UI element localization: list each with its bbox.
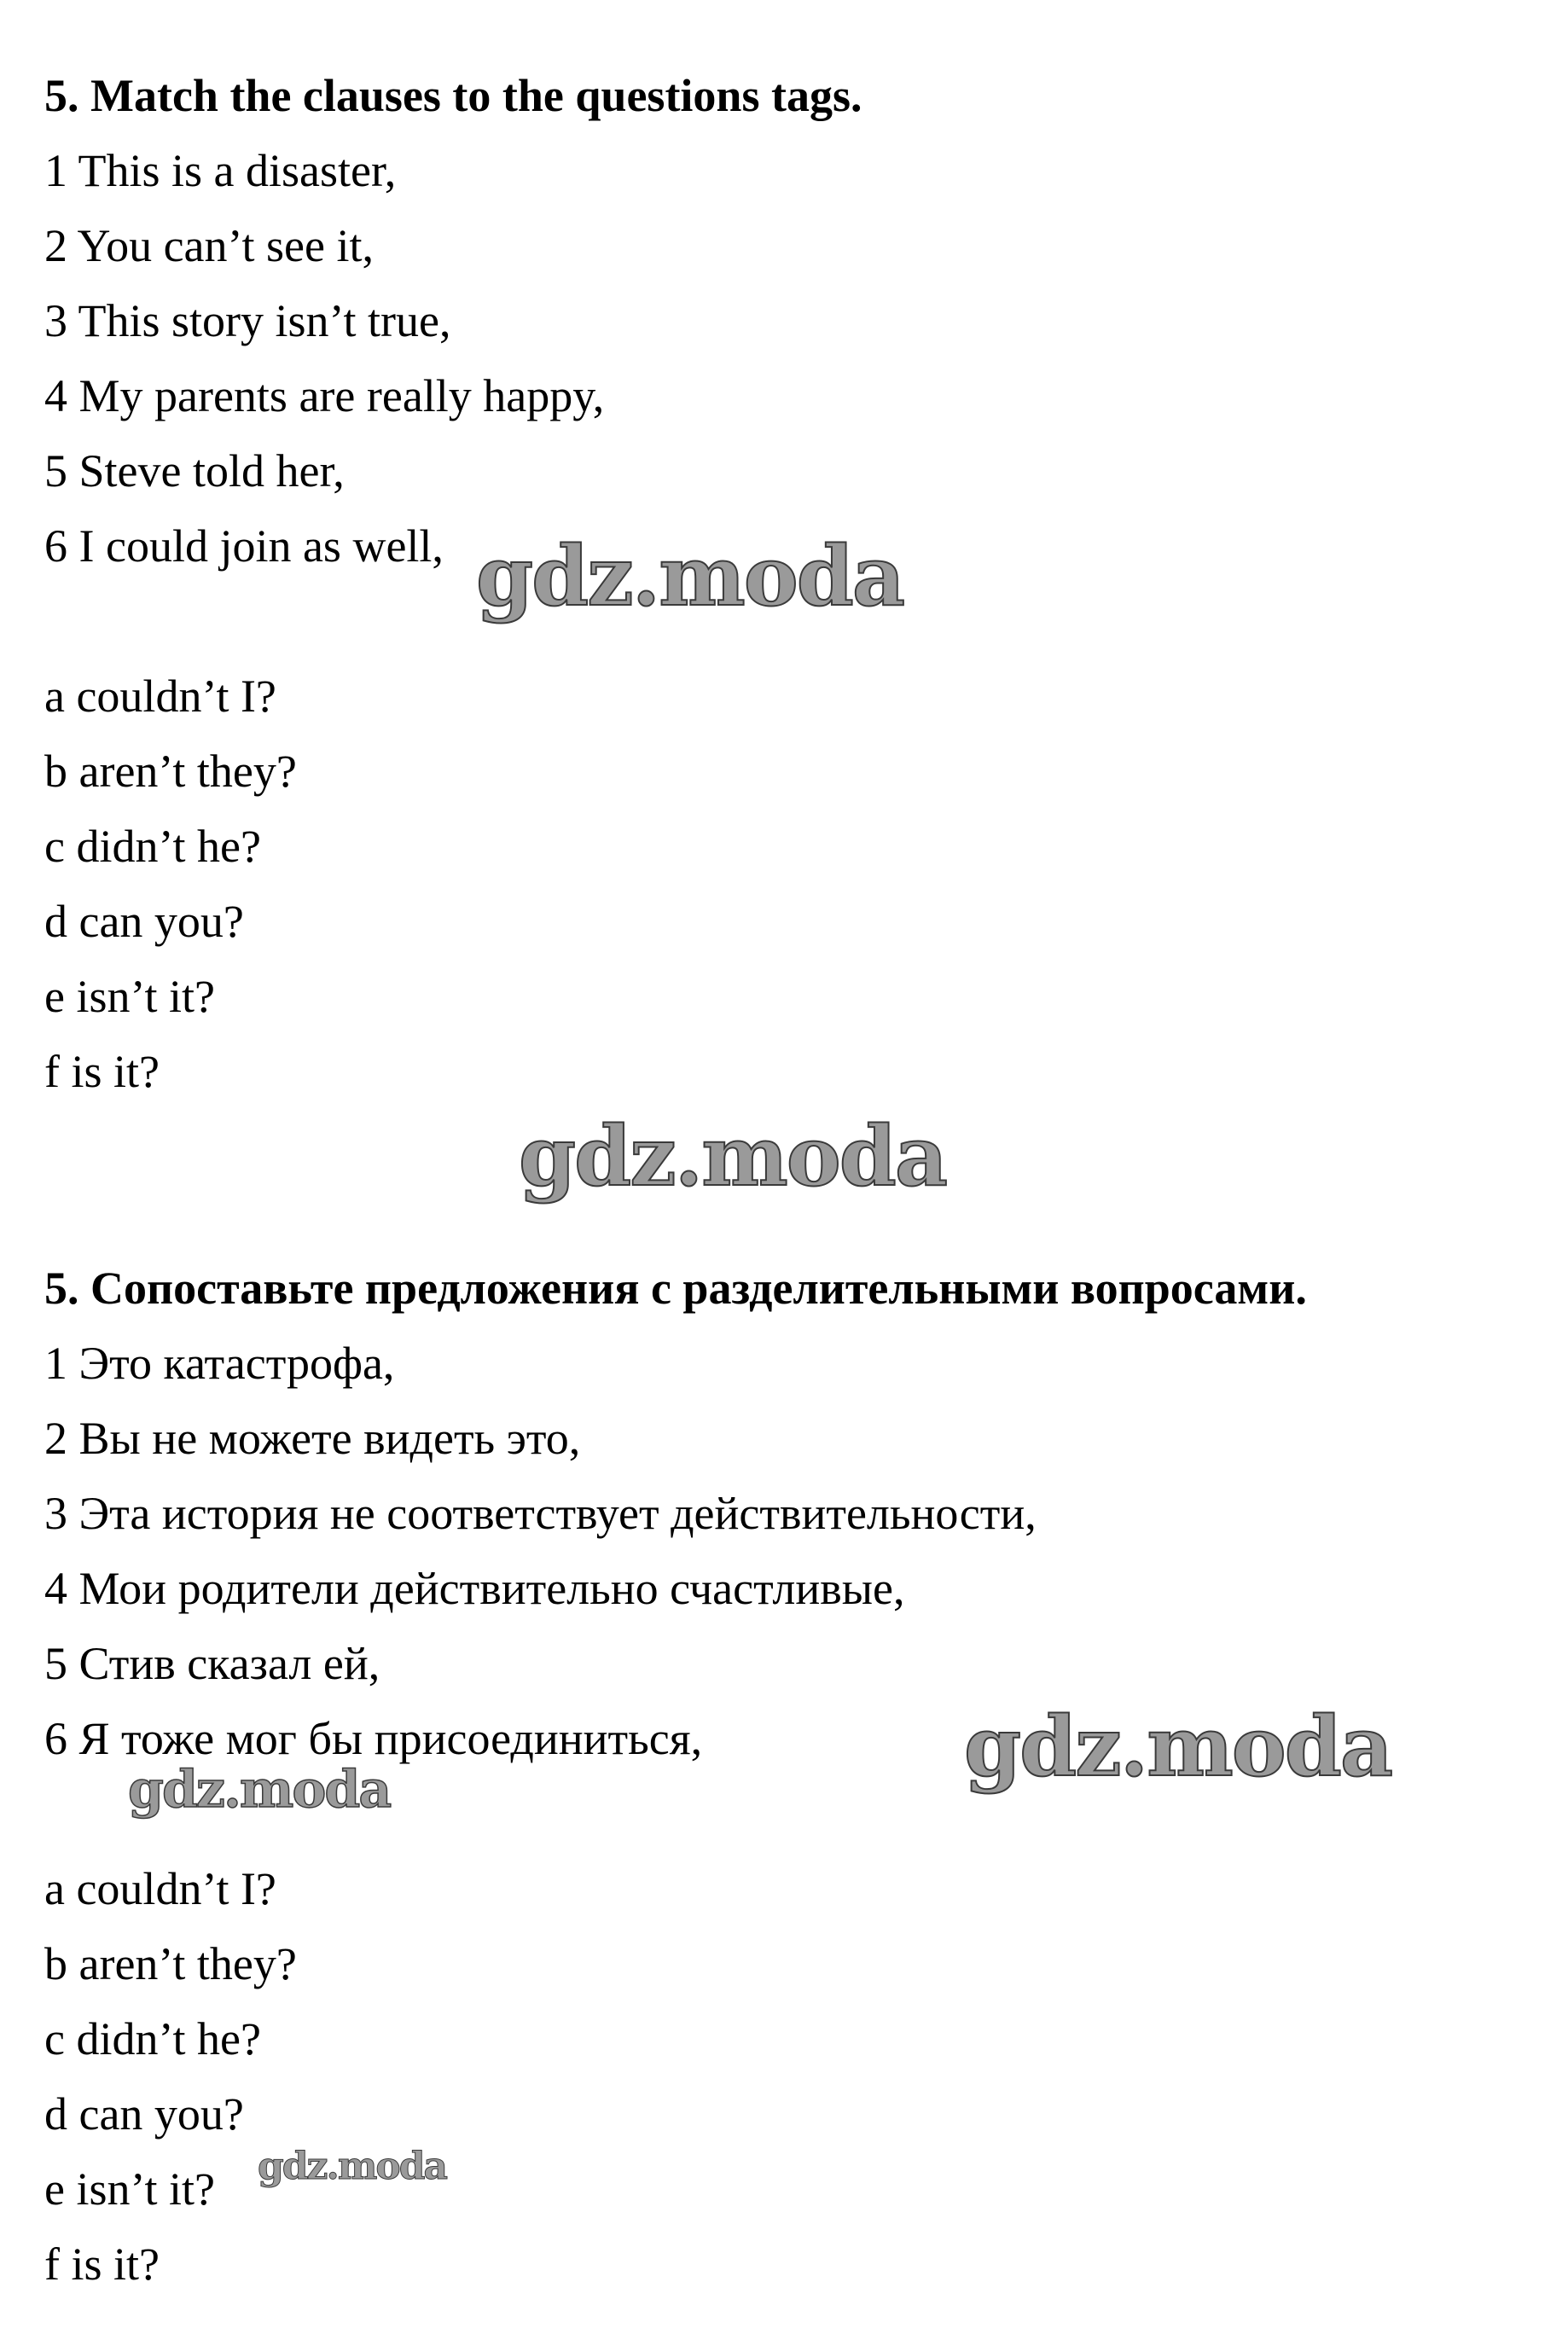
- russian-tag-d: d can you?: [44, 2088, 244, 2140]
- russian-heading: 5. Сопоставьте предложения с разделительными вопросами.: [44, 1263, 1307, 1314]
- watermark-logo: gdz.moda: [128, 1760, 391, 1820]
- english-tag-a: a couldn’t I?: [44, 671, 276, 722]
- watermark-logo: gdz.moda: [964, 1698, 1392, 1795]
- russian-tag-a: a couldn’t I?: [44, 1863, 276, 1914]
- russian-tag-f: f is it?: [44, 2238, 160, 2290]
- russian-clause-4: 4 Мои родители действительно счастливые,: [44, 1563, 905, 1614]
- russian-clause-2: 2 Вы не можете видеть это,: [44, 1413, 581, 1464]
- russian-clause-6: 6 Я тоже мог бы присоединиться,: [44, 1713, 703, 1764]
- watermark-logo: gdz.moda: [258, 2145, 447, 2188]
- english-clause-6: 6 I could join as well,: [44, 520, 444, 572]
- russian-clause-1: 1 Это катастрофа,: [44, 1338, 395, 1389]
- english-tag-e: e isn’t it?: [44, 971, 215, 1022]
- russian-clause-3: 3 Эта история не соответствует действительности,: [44, 1488, 1037, 1539]
- watermark-logo: gdz.moda: [519, 1108, 947, 1205]
- english-tag-d: d can you?: [44, 896, 244, 947]
- english-clause-5: 5 Steve told her,: [44, 445, 345, 496]
- english-clause-2: 2 You can’t see it,: [44, 220, 374, 271]
- english-clause-3: 3 This story isn’t true,: [44, 295, 451, 346]
- english-tag-b: b aren’t they?: [44, 746, 297, 797]
- english-heading: 5. Match the clauses to the questions tags.: [44, 70, 862, 121]
- russian-tag-c: c didn’t he?: [44, 2013, 261, 2064]
- english-clause-4: 4 My parents are really happy,: [44, 370, 605, 421]
- english-clause-1: 1 This is a disaster,: [44, 145, 397, 196]
- russian-clause-5: 5 Стив сказал ей,: [44, 1638, 380, 1689]
- english-tag-f: f is it?: [44, 1046, 160, 1097]
- russian-tag-b: b aren’t they?: [44, 1938, 297, 1989]
- russian-tag-e: e isn’t it?: [44, 2163, 215, 2215]
- english-tag-c: c didn’t he?: [44, 821, 261, 872]
- watermark-logo: gdz.moda: [476, 528, 904, 624]
